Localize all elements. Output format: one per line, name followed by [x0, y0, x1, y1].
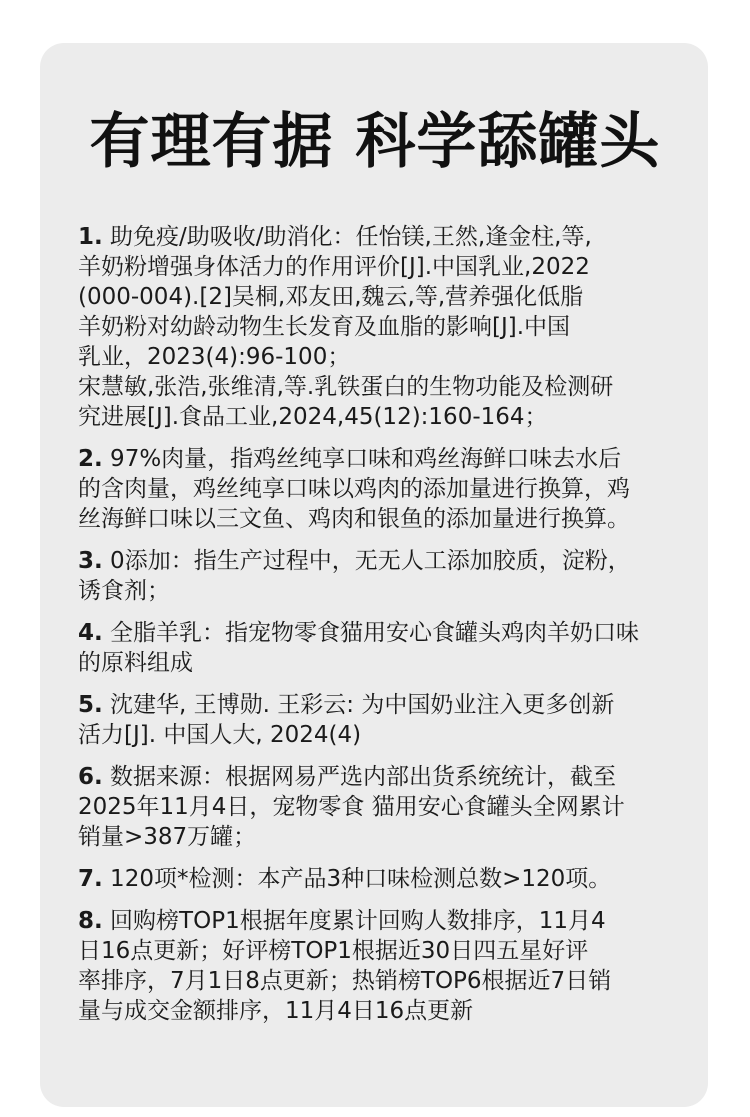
footnote-item: [78, 906, 678, 1026]
footnote-text: 宋慧敏,张浩,张维清,等.乳铁蛋白的生物功能及检测研: [78, 374, 614, 400]
footnote-text: 数据来源：根据网易严选内部出货系统统计，截至: [102, 764, 617, 790]
footnote-text: 沈建华, 王博勋. 王彩云: 为中国奶业注入更多创新: [102, 692, 615, 718]
footnote-number: 3.: [78, 548, 103, 574]
footnote-text: 97%肉量，指鸡丝纯享口味和鸡丝海鲜口味去水后: [102, 446, 622, 472]
footnote-item: [78, 864, 678, 894]
footnote-text: 销量>387万罐；: [78, 824, 257, 850]
footnote-item: [78, 762, 678, 852]
footnote-number: 5.: [78, 692, 103, 718]
footnote-item: [78, 690, 678, 750]
footnote-number: 2.: [78, 446, 103, 472]
footnote-text: 助免疫/助吸收/助消化：任怡镁,王然,逢金柱,等,: [102, 224, 592, 250]
footnote-item: [78, 444, 678, 534]
footnote-number: 1.: [78, 224, 103, 250]
footnote-item: [78, 618, 678, 678]
footnote-number: 6.: [78, 764, 103, 790]
footnote-text: 活力[J]. 中国人大, 2024(4): [78, 722, 362, 748]
footnote-text: 回购榜TOP1根据年度累计回购人数排序，11月4: [102, 908, 606, 934]
footnote-text: 日16点更新；好评榜TOP1根据近30日四五星好评: [78, 938, 589, 964]
footnote-text: 120项*检测：本产品3种口味检测总数>120项。: [102, 866, 612, 892]
footnote-text: 的原料组成: [78, 650, 193, 676]
footnote-item: [78, 546, 678, 606]
footnote-item: [78, 222, 678, 432]
footnote-text: 究进展[J].食品工业,2024,45(12):160-164；: [78, 404, 548, 430]
page-title: 有理有据 科学舔罐头: [89, 107, 661, 177]
footnote-text: 羊奶粉增强身体活力的作用评价[J].中国乳业,2022: [78, 254, 590, 280]
footnote-text: 全脂羊乳：指宠物零食猫用安心食罐头鸡肉羊奶口味: [102, 620, 640, 646]
footnote-text: 乳业，2023(4):96-100；: [78, 344, 351, 370]
footnote-text: 羊奶粉对幼龄动物生长发育及血脂的影响[J].中国: [78, 314, 571, 340]
footnote-number: 7.: [78, 866, 103, 892]
footnote-list: [78, 222, 678, 1038]
footnote-text: 2025年11月4日，宠物零食 猫用安心食罐头全网累计: [78, 794, 625, 820]
footnote-text: 丝海鲜口味以三文鱼、鸡肉和银鱼的添加量进行换算。: [78, 506, 630, 532]
footnote-text: 0添加：指生产过程中，无无人工添加胶质，淀粉，: [102, 548, 631, 574]
footnote-number: 4.: [78, 620, 103, 646]
footnote-text: 率排序，7月1日8点更新；热销榜TOP6根据近7日销: [78, 968, 612, 994]
footnote-number: 8.: [78, 908, 103, 934]
footnote-text: 诱食剂；: [78, 578, 170, 604]
footnote-text: 量与成交金额排序，11月4日16点更新: [78, 998, 474, 1024]
footnote-text: (000-004).[2]吴桐,邓友田,魏云,等,营养强化低脂: [78, 284, 584, 310]
footnote-text: 的含肉量，鸡丝纯享口味以鸡肉的添加量进行换算，鸡: [78, 476, 630, 502]
